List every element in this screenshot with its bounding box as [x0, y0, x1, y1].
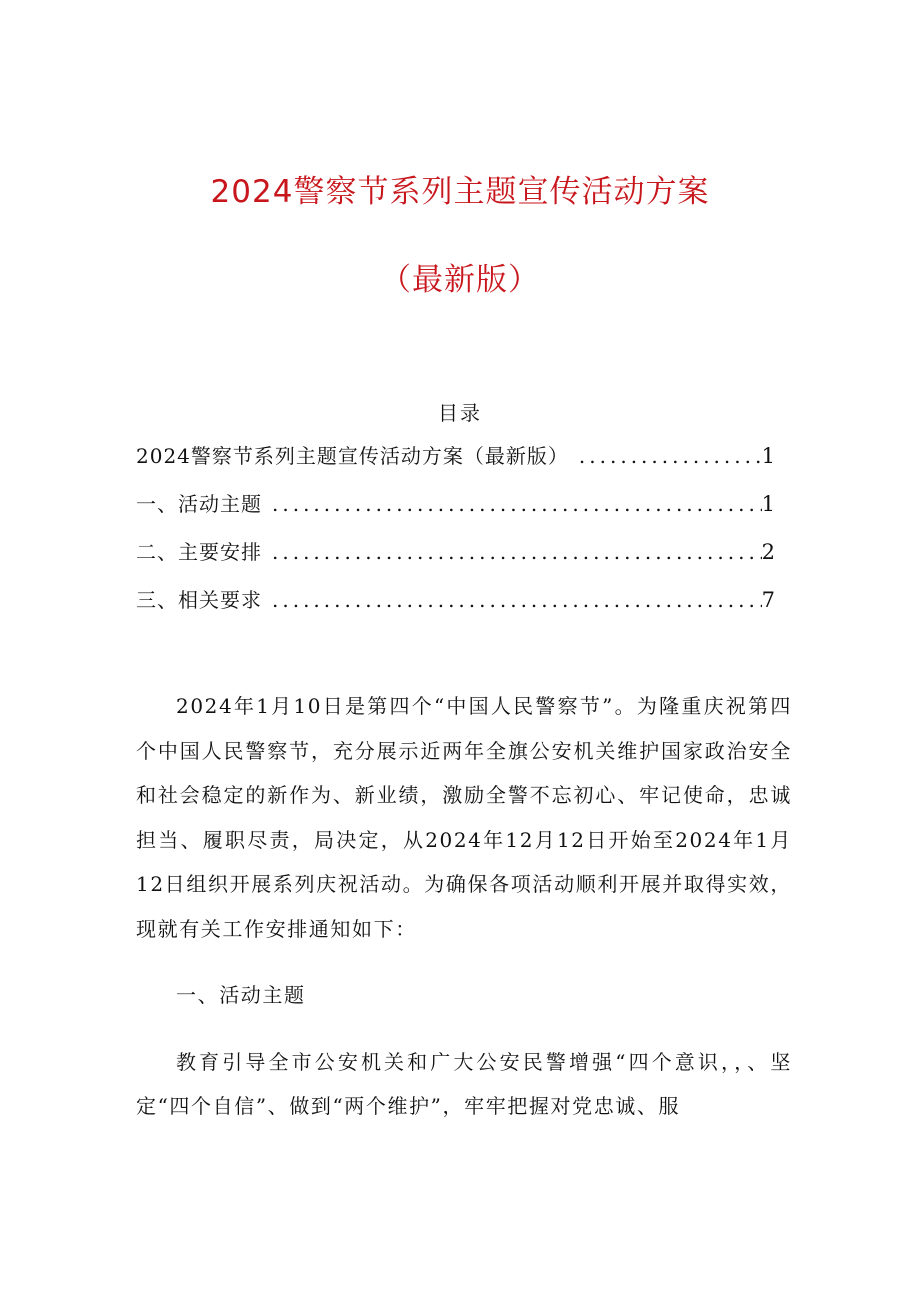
toc-heading: 目录: [438, 401, 482, 425]
toc-entry-section-1[interactable]: [136, 488, 776, 536]
toc-entry-label: 二、主要安排: [136, 540, 262, 564]
document-subtitle: （最新版）: [380, 262, 540, 298]
document-body: [136, 684, 792, 1129]
toc-entry-section-2[interactable]: [136, 536, 776, 584]
table-of-contents: [136, 440, 776, 632]
toc-entry-section-3[interactable]: [136, 584, 776, 632]
document-title: 2024警察节系列主题宣传活动方案: [210, 174, 710, 210]
toc-leader-dots: [262, 588, 762, 612]
section-paragraph: 教育引导全市公安机关和广大公安民警增强“四个意识，，、坚定“四个自信”、做到“两个维护”，牢牢把握对党忠诚、服: [136, 1049, 792, 1118]
intro-paragraph: 2024年1月10日是第四个“中国人民警察节”。为隆重庆祝第四个中国人民警察节，充分展示近两年全旗公安机关维护国家政治安全和社会稳定的新作为、新业绩，激励全警不忘初心、牢记使命，忠诚担当、履职尽责，局决定，从2024年12月12日开始至2024年1月12日组织开展系列庆祝活动。为确保各项活动顺利开展并取得实效，现就有关工作安排通知如下：: [136, 694, 792, 941]
toc-entry-title[interactable]: [136, 440, 776, 488]
toc-leader-dots: [262, 540, 762, 564]
toc-entry-page: 2: [761, 540, 776, 564]
toc-entry-label: 2024警察节系列主题宣传活动方案（最新版）: [136, 444, 569, 468]
toc-entry-label: 三、相关要求: [136, 588, 262, 612]
toc-leader-dots: [569, 444, 762, 468]
toc-leader-dots: [262, 492, 762, 516]
toc-entry-label: 一、活动主题: [136, 492, 262, 516]
section-heading-activity-theme: 一、活动主题: [176, 983, 306, 1007]
toc-entry-page: 1: [761, 444, 776, 468]
toc-entry-page: 7: [761, 588, 776, 612]
toc-entry-page: 1: [761, 492, 776, 516]
